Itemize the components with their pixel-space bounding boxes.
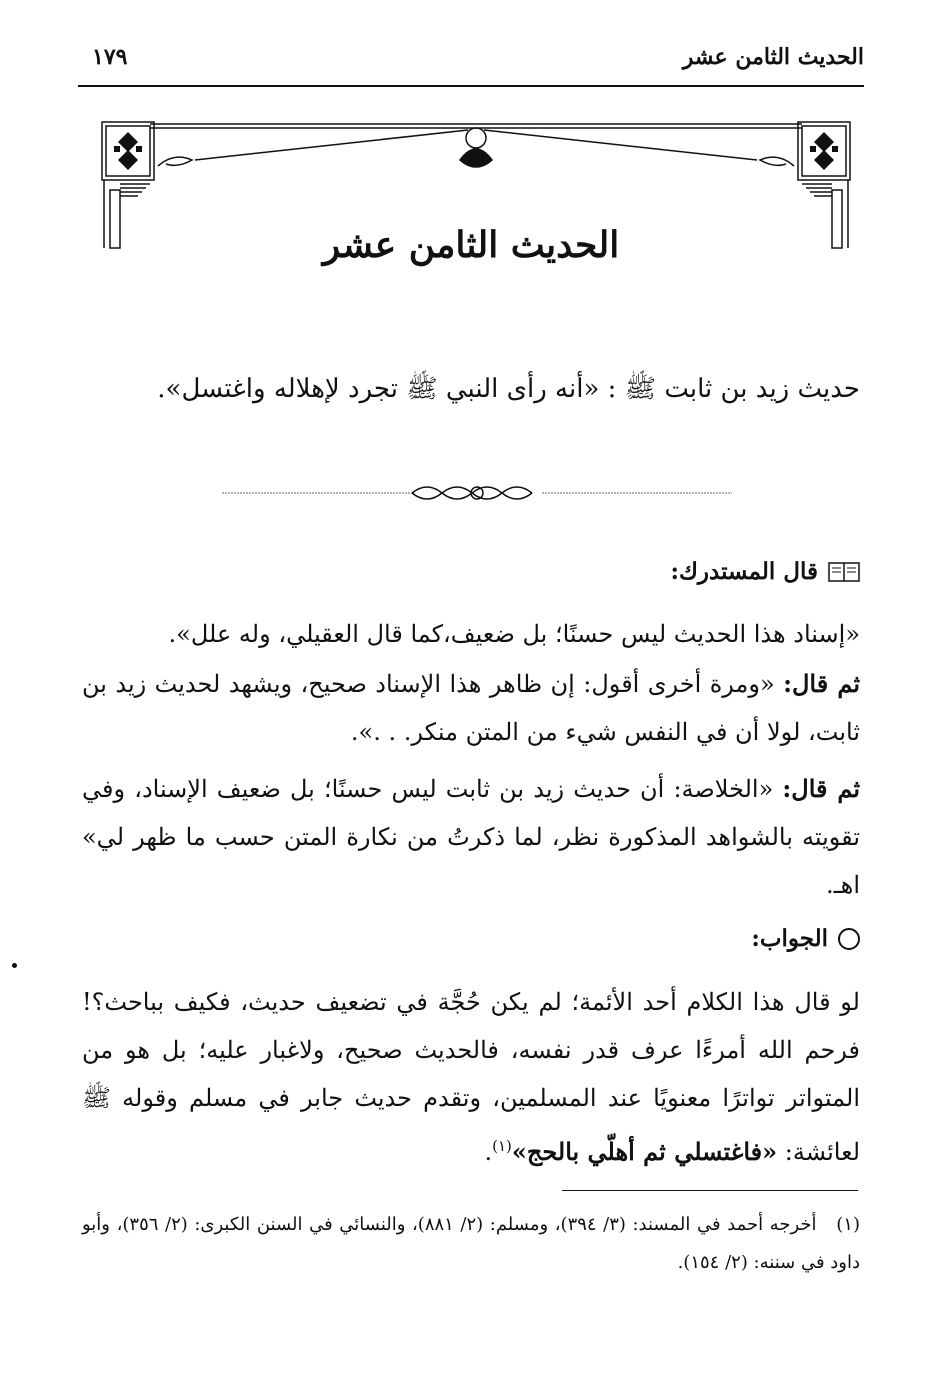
ornamental-divider	[222, 478, 732, 508]
footnote	[82, 1206, 860, 1282]
page-number: ١٧٩	[92, 44, 128, 70]
mustadrik-heading-label: قال المستدرك:	[670, 558, 818, 585]
circle-icon	[838, 928, 860, 950]
footnote-text: أخرجه أحمد في المسند: (٣/ ٣٩٤)، ومسلم: (٢/ ٨٨١)، والنسائي في السنن الكبرى: (٢/ ٣٥٦)، وأبو داود في سننه: (٢/ ١٥٤).	[82, 1214, 860, 1273]
answer-quote: «فاغتسلي ثم أهلّي بالحج»	[511, 1137, 778, 1166]
answer-paragraph	[82, 978, 860, 1176]
footnote-rule	[562, 1190, 858, 1191]
running-title: الحديث الثامن عشر	[682, 44, 864, 70]
answer-text: لو قال هذا الكلام أحد الأئمة؛ لم يكن حُجَّة في تضعيف حديث، فكيف بباحث؟! فرحم الله أمرءًا عرف قدر نفسه، فالحديث صحيح، ولاغبار عليه؛ بل هو من المتواتر تواترًا معنويًا عند المسلمين، وتقدم حديث جابر في مسلم وقوله ﷺ لعائشة:	[82, 988, 860, 1166]
chapter-title: الحديث الثامن عشر	[322, 224, 620, 266]
then-label: ثم قال:	[782, 774, 860, 803]
mustadrik-heading	[670, 558, 860, 585]
answer-end: .	[484, 1138, 493, 1166]
answer-heading	[751, 925, 860, 952]
header-rule	[78, 85, 864, 87]
mustadrik-quote: «إسناد هذا الحديث ليس حسنًا؛ بل ضعيف،كما قال العقيلي، وله علل».	[168, 620, 860, 648]
then-label: ثم قال:	[783, 669, 861, 698]
answer-heading-label: الجواب:	[751, 925, 828, 952]
footnote-number: (١)	[836, 1214, 860, 1235]
mustadrik-paragraph-3	[82, 765, 860, 909]
paragraph-text: «الخلاصة: أن حديث زيد بن ثابت ليس حسنًا؛ بل ضعيف الإسناد، وفي تقويته بالشواهد المذكورة نظر، لما ذكرتُ من نكارة المتن حسب ما ظهر لي» اهـ.	[82, 775, 860, 899]
mustadrik-paragraph-2	[82, 660, 860, 756]
paragraph-text: «ومرة أخرى أقول: إن ظاهر هذا الإسناد صحيح، ويشهد لحديث زيد بن ثابت، لولا أن في النفس شيء من المتن منكر. . .».	[82, 670, 860, 746]
hadith-text: حديث زيد بن ثابت ﷺ : «أنه رأى النبي ﷺ تجرد لإهلاله واغتسل».	[157, 374, 860, 404]
open-book-icon	[828, 561, 860, 583]
footnote-ref: (١)	[492, 1137, 512, 1155]
stray-mark	[12, 963, 17, 968]
